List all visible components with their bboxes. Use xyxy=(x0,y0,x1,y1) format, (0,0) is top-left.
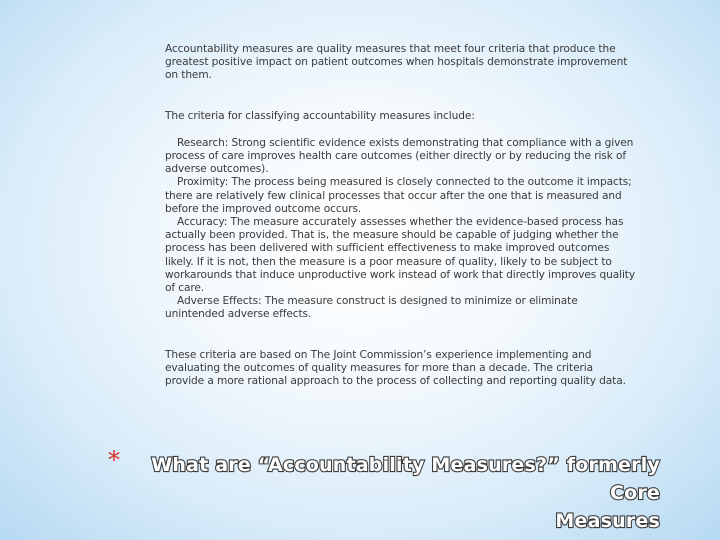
title-line-2: Measures xyxy=(555,510,660,532)
slide-body xyxy=(165,43,635,388)
title-line-1: What are “Accountability Measures?” formerly Core xyxy=(151,454,660,504)
intro-paragraph: Accountability measures are quality measures that meet four criteria that produce the greatest positive impact on patient outcomes when hospitals demonstrate improvement on them. xyxy=(165,43,628,82)
criteria-intro: The criteria for classifying accountability measures include: xyxy=(165,109,475,122)
criterion-proximity: Proximity: The process being measured is closely connected to the outcome it impacts; there are relatively few clinical processes that occur after the one that is measured and before the improved outcome occurs. xyxy=(165,176,632,215)
slide-title xyxy=(140,451,660,535)
criterion-research: Research: Strong scientific evidence exists demonstrating that compliance with a given process of care improves health care outcomes (either directly or by reducing the risk of adverse outcomes). xyxy=(165,136,634,176)
closing-paragraph: These criteria are based on The Joint Commission’s experience implementing and evaluating the outcomes of quality measures for more than a decade. The criteria provide a more rational approach to the process of collecting and reporting quality data. xyxy=(165,348,626,388)
criterion-accuracy: Accuracy: The measure accurately assesses whether the evidence-based process has actually been provided. That is, the measure should be capable of judging whether the process has been delivered with sufficient effectiveness to make improved outcomes likely. If it is not, then the measure is a poor measure of quality, likely to be subject to workarounds that induce unproductive work instead of work that directly improves quality of care. xyxy=(165,216,636,295)
criterion-adverse-effects: Adverse Effects: The measure construct is designed to minimize or eliminate unintended adverse effects. xyxy=(165,295,578,321)
bullet-asterisk-icon: * xyxy=(108,446,120,474)
